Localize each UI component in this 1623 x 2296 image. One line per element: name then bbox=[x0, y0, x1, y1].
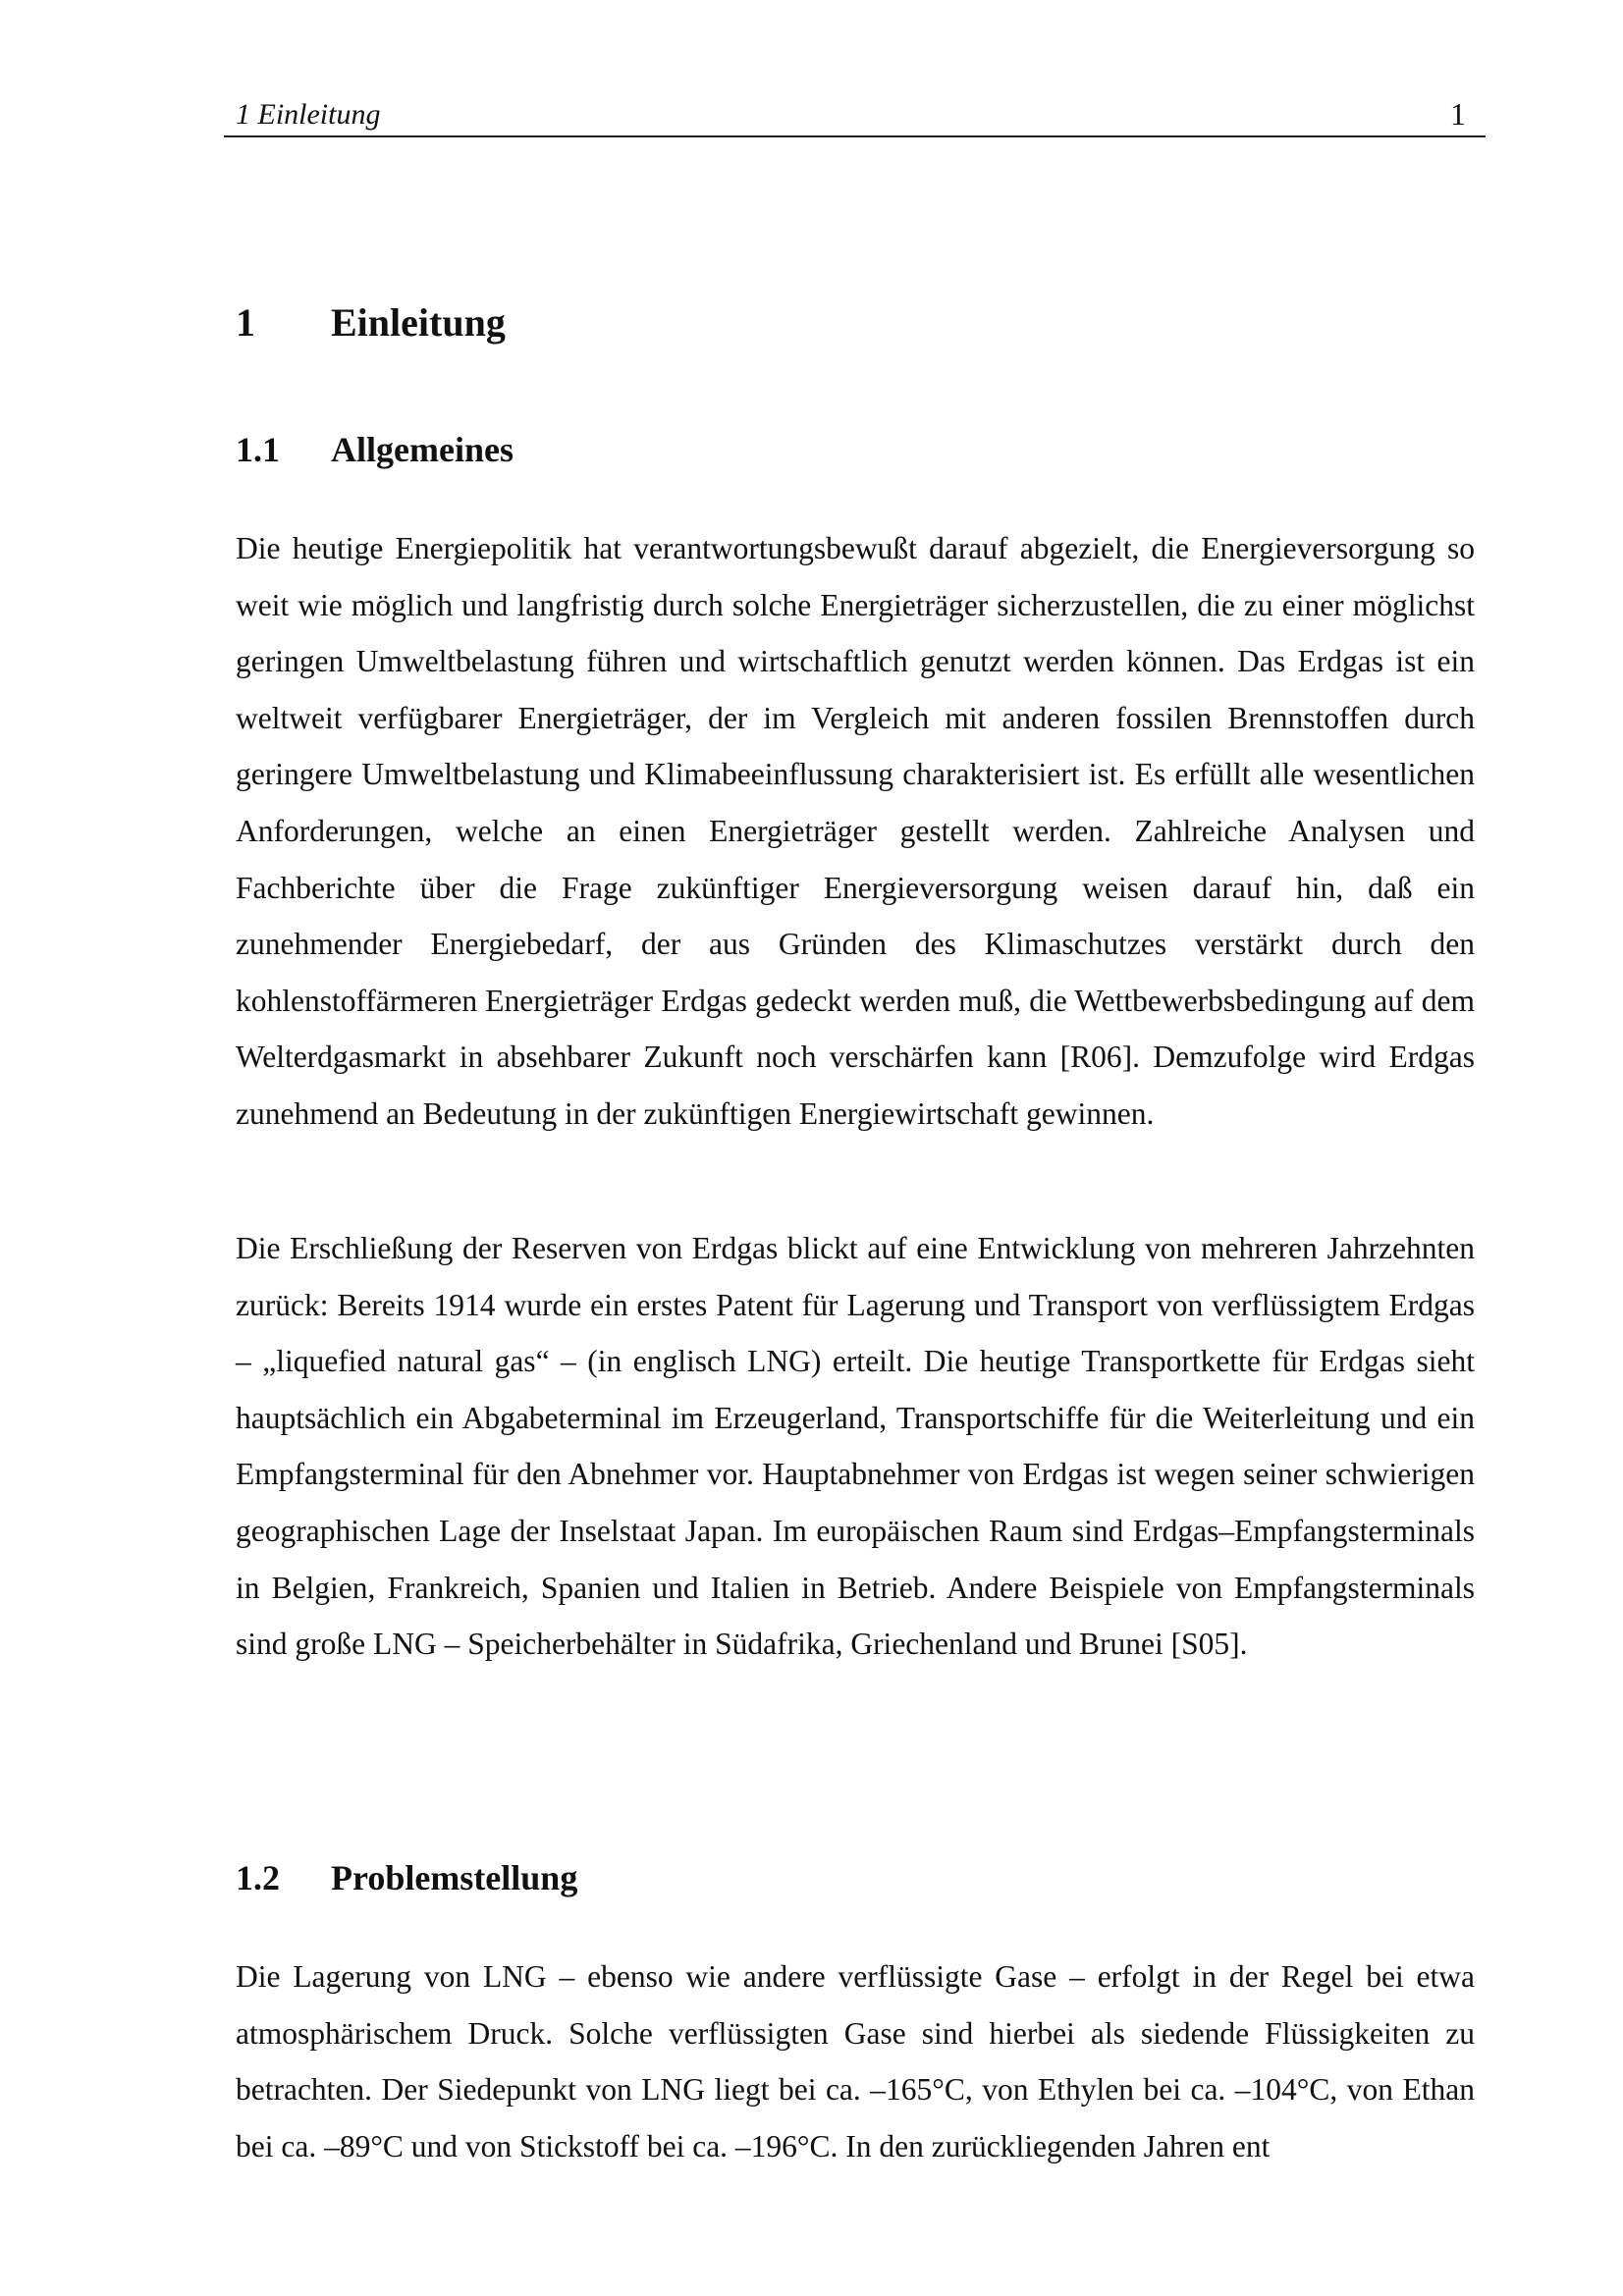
paragraph: Die Erschließung der Reserven von Erdgas blickt auf eine Entwicklung von mehreren Jahrzehnten zurück: Bereits 1914 wurde ein erstes Patent für Lagerung und Transport von verflüssigtem Erdgas – „liquefied natural gas“ – (in englisch LNG) erteilt. Die heutige Transportkette für Erdgas sieht hauptsächlich ein Abgabeterminal im Erzeugerland, Transportschiffe für die Weiterleitung und ein Empfangsterminal für den Abnehmer vor. Hauptabnehmer von Erdgas ist wegen seiner schwierigen geographischen Lage der Inselstaat Japan. Im europäischen Raum sind Erdgas–Empfangsterminals in Belgien, Frankreich, Spanien und Italien in Betrieb. Andere Beispiele von Empfangsterminals sind große LNG – Speicherbehälter in Südafrika, Griechenland und Brunei [S05]. bbox=[236, 1231, 1475, 1662]
chapter-heading bbox=[236, 299, 506, 346]
running-header bbox=[224, 94, 1486, 137]
running-header-chapter: 1 Einleitung bbox=[236, 98, 381, 131]
section-title: Problemstellung bbox=[331, 1858, 578, 1897]
section-heading-allgemeines bbox=[236, 429, 514, 470]
page-number: 1 bbox=[1450, 96, 1466, 132]
chapter-number: 1 bbox=[236, 300, 255, 345]
section-heading-problemstellung bbox=[236, 1857, 578, 1898]
chapter-title: Einleitung bbox=[331, 300, 506, 345]
section-number: 1.1 bbox=[236, 430, 280, 469]
paragraph: Die heutige Energiepolitik hat verantwortungsbewußt darauf abgezielt, die Energieversorgung so weit wie möglich und langfristig durch solche Energieträger sicherzustellen, die zu einer möglichst geringen Umweltbelastung führen und wirtschaftlich genutzt werden können. Das Erdgas ist ein weltweit verfügbarer Energieträger, der im Vergleich mit anderen fossilen Brennstoffen durch geringere Umweltbelastung und Klimabeeinflussung charakterisiert ist. Es erfüllt alle wesentlichen Anforderungen, welche an einen Energieträger gestellt werden. Zahlreiche Analysen und Fachberichte über die Frage zukünftiger Energieversorgung weisen darauf hin, daß ein zunehmender Energiebedarf, der aus Gründen des Klimaschutzes verstärkt durch den kohlenstoffärmeren Energieträger Erdgas gedeckt werden muß, die Wettbewerbsbedingung auf dem Welterdgasmarkt in absehbarer Zukunft noch verschärfen kann [R06]. Demzufolge wird Erdgas zunehmend an Bedeutung in der zukünftigen Energiewirtschaft gewinnen. bbox=[236, 531, 1475, 1131]
section-number: 1.2 bbox=[236, 1858, 280, 1897]
paragraph: Die Lagerung von LNG – ebenso wie andere verflüssigte Gase – erfolgt in der Regel bei etwa atmosphärischem Druck. Solche verflüssigten Gase sind hierbei als siedende Flüssigkeiten zu betrachten. Der Siedepunkt von LNG liegt bei ca. –165°C, von Ethylen bei ca. –104°C, von Ethan bei ca. –89°C und von Stickstoff bei ca. –196°C. In den zurückliegenden Jahren ent bbox=[236, 1959, 1475, 2163]
section-title: Allgemeines bbox=[331, 430, 514, 469]
